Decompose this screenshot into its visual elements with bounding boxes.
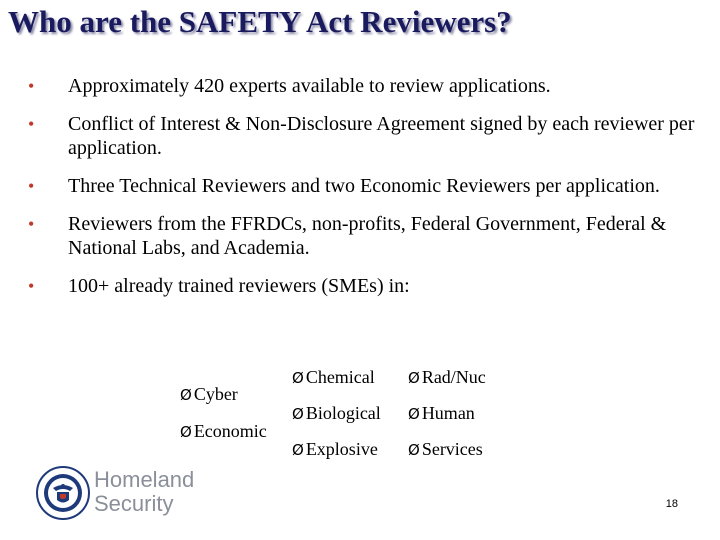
expertise-economic	[180, 420, 267, 443]
bullet-item	[28, 174, 708, 198]
bullet-text: Approximately 420 experts available to review applications.	[68, 75, 551, 97]
bullet-text: Reviewers from the FFRDCs, non-profits, Federal Government, Federal & National Labs, and Academia.	[68, 213, 667, 259]
bullet-text: 100+ already trained reviewers (SMEs) in:	[68, 275, 410, 297]
expertise-label: Human	[421, 403, 475, 423]
arrow-icon: Ø	[292, 441, 304, 459]
bullet-item	[28, 74, 708, 98]
arrow-icon: Ø	[180, 386, 192, 404]
expertise-services	[408, 438, 483, 461]
expertise-biological	[292, 402, 381, 425]
expertise-label: Explosive	[305, 439, 378, 459]
arrow-icon: Ø	[408, 405, 420, 423]
arrow-icon: Ø	[408, 441, 420, 459]
arrow-icon: Ø	[180, 423, 192, 441]
bullet-item	[28, 112, 708, 160]
bullet-item	[28, 212, 708, 260]
arrow-icon: Ø	[292, 405, 304, 423]
bullet-dot: •	[28, 76, 35, 96]
expertise-cyber	[180, 383, 238, 406]
bullet-dot: •	[28, 276, 35, 296]
expertise-chemical	[292, 366, 375, 389]
bullet-dot: •	[28, 176, 35, 196]
arrow-icon: Ø	[292, 369, 304, 387]
logo-word-security: Security	[94, 491, 174, 516]
bullet-text: Conflict of Interest & Non-Disclosure Agreement signed by each reviewer per application.	[68, 113, 695, 159]
bullet-dot: •	[28, 214, 35, 234]
expertise-label: Biological	[305, 403, 381, 423]
logo-wordmark	[94, 468, 194, 516]
bullet-item	[28, 274, 708, 298]
expertise-label: Rad/Nuc	[421, 367, 486, 387]
expertise-radnuc	[408, 366, 486, 389]
slide-title: Who are the SAFETY Act Reviewers?	[8, 4, 512, 39]
page-number: 18	[665, 498, 678, 510]
expertise-label: Services	[421, 439, 483, 459]
bullet-list	[28, 74, 708, 312]
expertise-explosive	[292, 438, 378, 461]
expertise-label: Economic	[193, 421, 267, 441]
bullet-text: Three Technical Reviewers and two Economic Reviewers per application.	[68, 175, 660, 197]
expertise-label: Cyber	[193, 384, 238, 404]
bullet-dot: •	[28, 114, 35, 134]
arrow-icon: Ø	[408, 369, 420, 387]
logo-word-homeland: Homeland	[94, 467, 195, 492]
dhs-logo	[36, 466, 216, 520]
expertise-label: Chemical	[305, 367, 375, 387]
dhs-seal-icon	[36, 466, 90, 520]
expertise-human	[408, 402, 475, 425]
